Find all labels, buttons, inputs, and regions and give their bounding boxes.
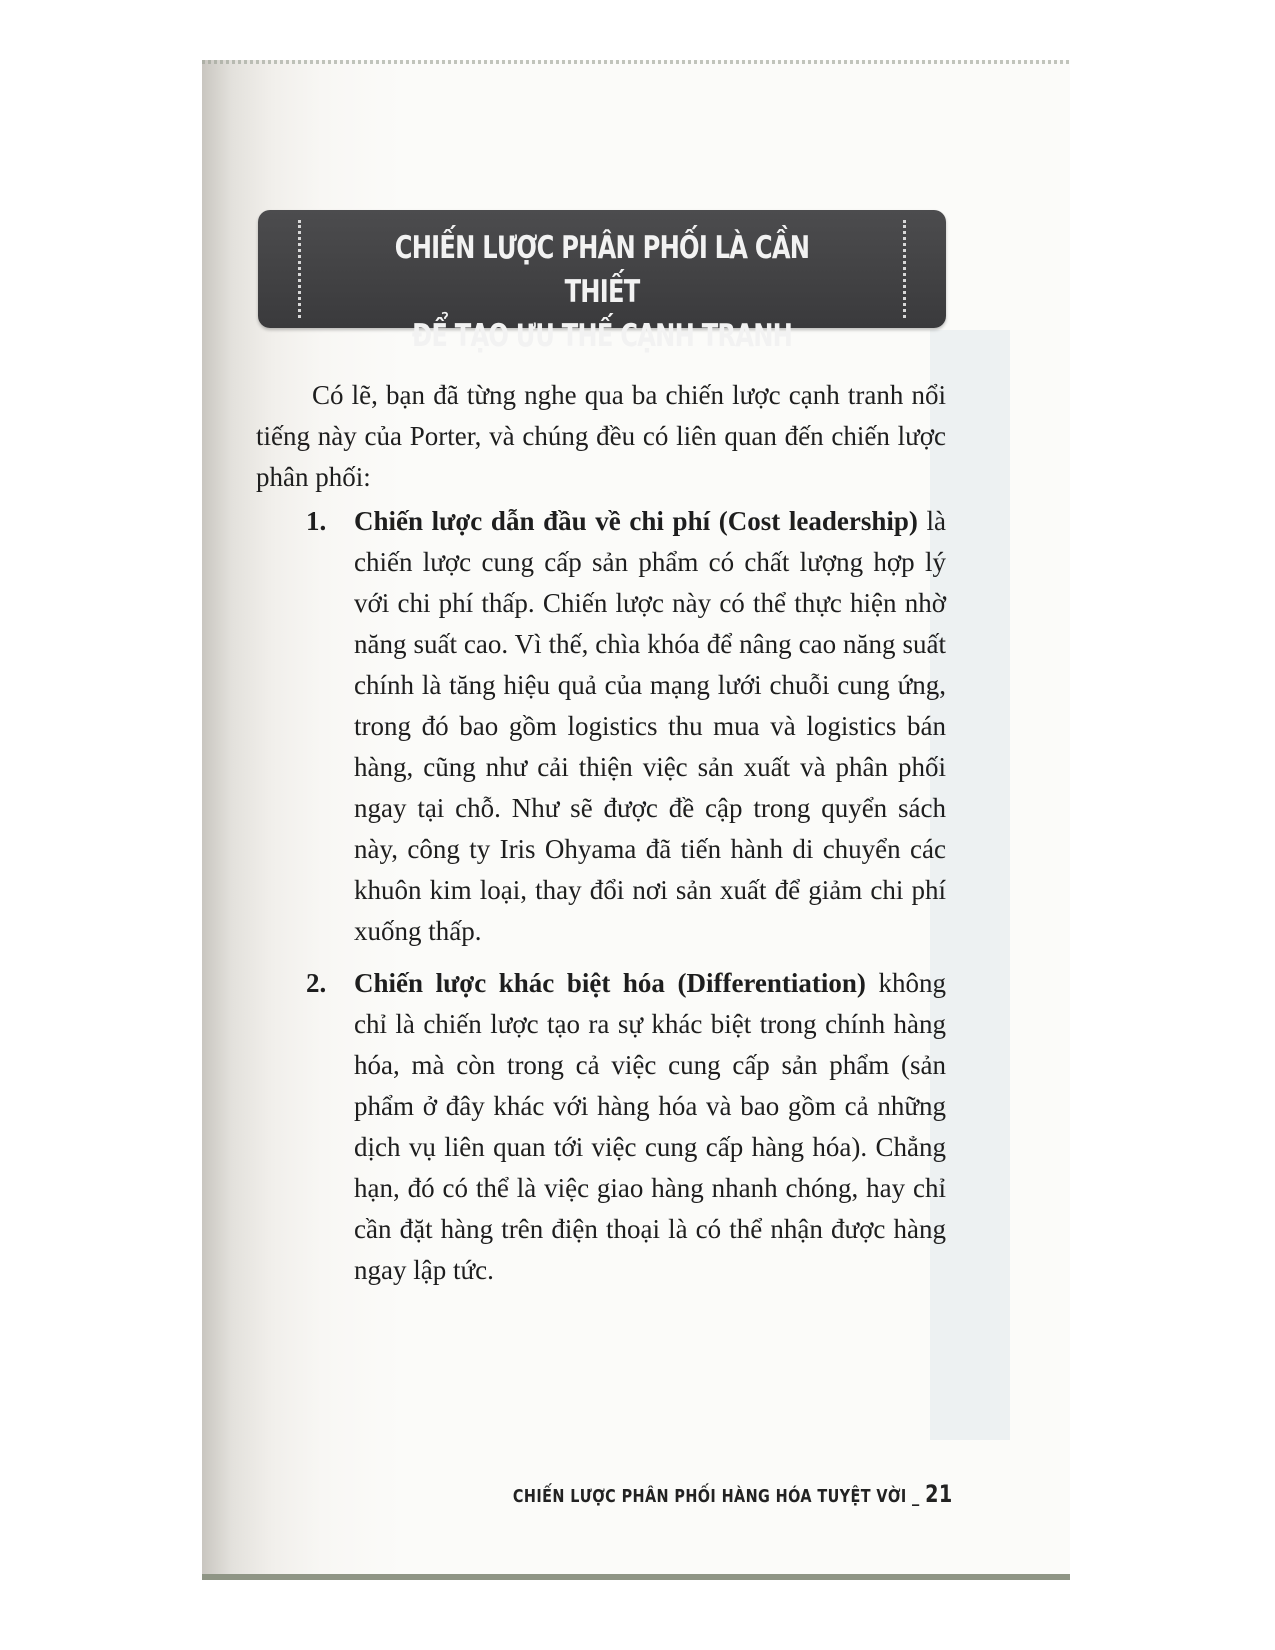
section-title-line-1: CHIẾN LƯỢC PHÂN PHỐI LÀ CẦN THIẾT — [394, 230, 810, 310]
section-title-line-2: ĐỂ TẠO ƯU THẾ CẠNH TRANH — [411, 318, 793, 354]
list-item — [256, 963, 946, 1291]
list-item-number: 1. — [306, 506, 327, 536]
page-top-edge — [202, 60, 1070, 64]
banner-dotted-line-right — [903, 220, 906, 318]
page-footer — [513, 1480, 953, 1508]
banner-dotted-line-left — [298, 220, 301, 318]
body-text — [256, 375, 946, 1302]
page-bottom-edge — [202, 1574, 1070, 1580]
footer-separator: _ — [907, 1486, 926, 1507]
list-item-text: là chiến lược cung cấp sản phẩm có chất lượng hợp lý với chi phí thấp. Chiến lược này có thể thực hiện nhờ năng suất cao. Vì thế, chìa khóa để nâng cao năng suất chính là tăng hiệu quả của mạng lưới chuỗi cung ứng, trong đó bao gồm logistics thu mua và logistics bán hàng, cũng như cải thiện việc sản xuất và phân phối ngay tại chỗ. Như sẽ được đề cập trong quyển sách này, công ty Iris Ohyama đã tiến hành di chuyển các khuôn kim loại, thay đổi nơi sản xuất để giảm chi phí xuống thấp. — [354, 506, 946, 946]
running-title: CHIẾN LƯỢC PHÂN PHỐI HÀNG HÓA TUYỆT VỜI — [513, 1486, 908, 1507]
section-title — [388, 226, 815, 358]
page-number: 21 — [925, 1480, 953, 1508]
intro-paragraph: Có lẽ, bạn đã từng nghe qua ba chiến lược cạnh tranh nổi tiếng này của Porter, và chúng đều có liên quan đến chiến lược phân phối: — [256, 380, 946, 492]
strategy-list — [256, 501, 946, 1291]
list-item-heading: Chiến lược dẫn đầu về chi phí (Cost leadership) — [354, 506, 918, 536]
list-item-heading: Chiến lược khác biệt hóa (Differentiation) — [354, 968, 866, 998]
section-banner — [258, 210, 946, 354]
list-item-number: 2. — [306, 968, 327, 998]
list-item — [256, 501, 946, 952]
list-item-text: không chỉ là chiến lược tạo ra sự khác biệt trong chính hàng hóa, mà còn trong cả việc cung cấp sản phẩm (sản phẩm ở đây khác với hàng hóa và bao gồm cả những dịch vụ liên quan tới việc cung cấp hàng hóa). Chẳng hạn, đó có thể là việc giao hàng nhanh chóng, hay chỉ cần đặt hàng trên điện thoại là có thể nhận được hàng ngay lập tức. — [354, 968, 946, 1285]
